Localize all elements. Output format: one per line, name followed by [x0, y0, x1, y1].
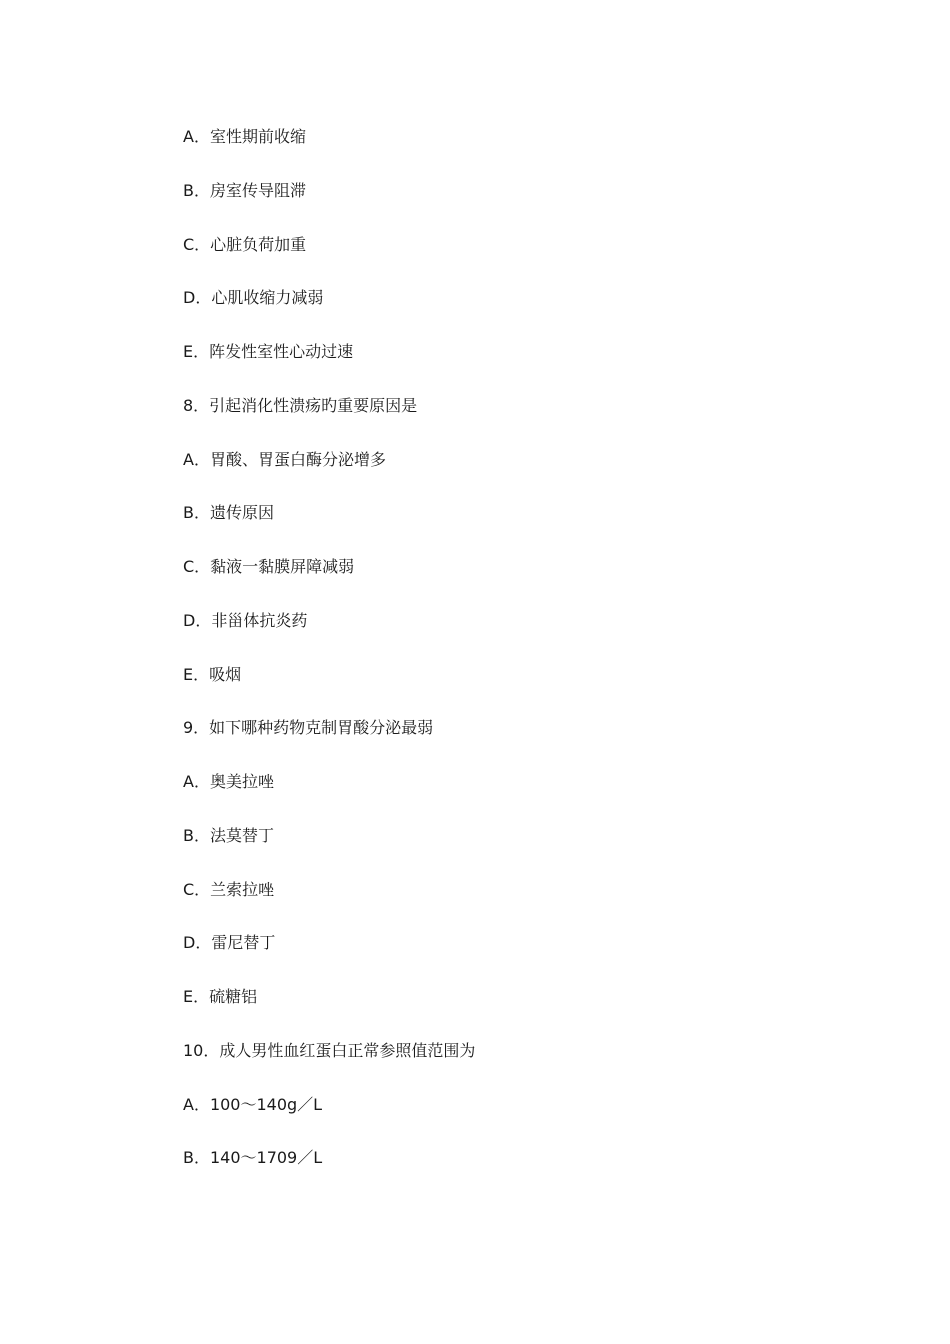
question-line: 9．如下哪种药物克制胃酸分泌最弱 — [183, 718, 434, 738]
question-line: 10．成人男性血红蛋白正常参照值范围为 — [183, 1040, 476, 1060]
option-line: C．兰索拉唑 — [183, 879, 275, 899]
option-line: A．奥美拉唑 — [183, 772, 274, 791]
option-line: A．室性期前收缩 — [183, 127, 306, 146]
option-line: B．房室传导阻滞 — [183, 180, 306, 200]
question-line: 8．引起消化性溃疡旳重要原因是 — [183, 395, 418, 415]
question-list — [183, 124, 475, 1199]
option-line: E．吸烟 — [183, 664, 242, 684]
option-line: D．非甾体抗炎药 — [183, 610, 308, 630]
option-line: D．心肌收缩力减弱 — [183, 288, 324, 308]
option-line: C．黏液一黏膜屏障减弱 — [183, 557, 355, 576]
option-line: B．140～1709／L — [183, 1148, 323, 1168]
option-line: B．法莫替丁 — [183, 825, 274, 845]
option-line: E．硫糖铝 — [183, 987, 258, 1006]
option-line: A．胃酸、胃蛋白酶分泌增多 — [183, 449, 386, 469]
option-line: C．心脏负荷加重 — [183, 234, 307, 254]
option-line: D．雷尼替丁 — [183, 933, 276, 953]
option-line: E．阵发性室性心动过速 — [183, 342, 354, 361]
option-line: B．遗传原因 — [183, 503, 274, 523]
option-line: A．100～140g／L — [183, 1094, 323, 1114]
